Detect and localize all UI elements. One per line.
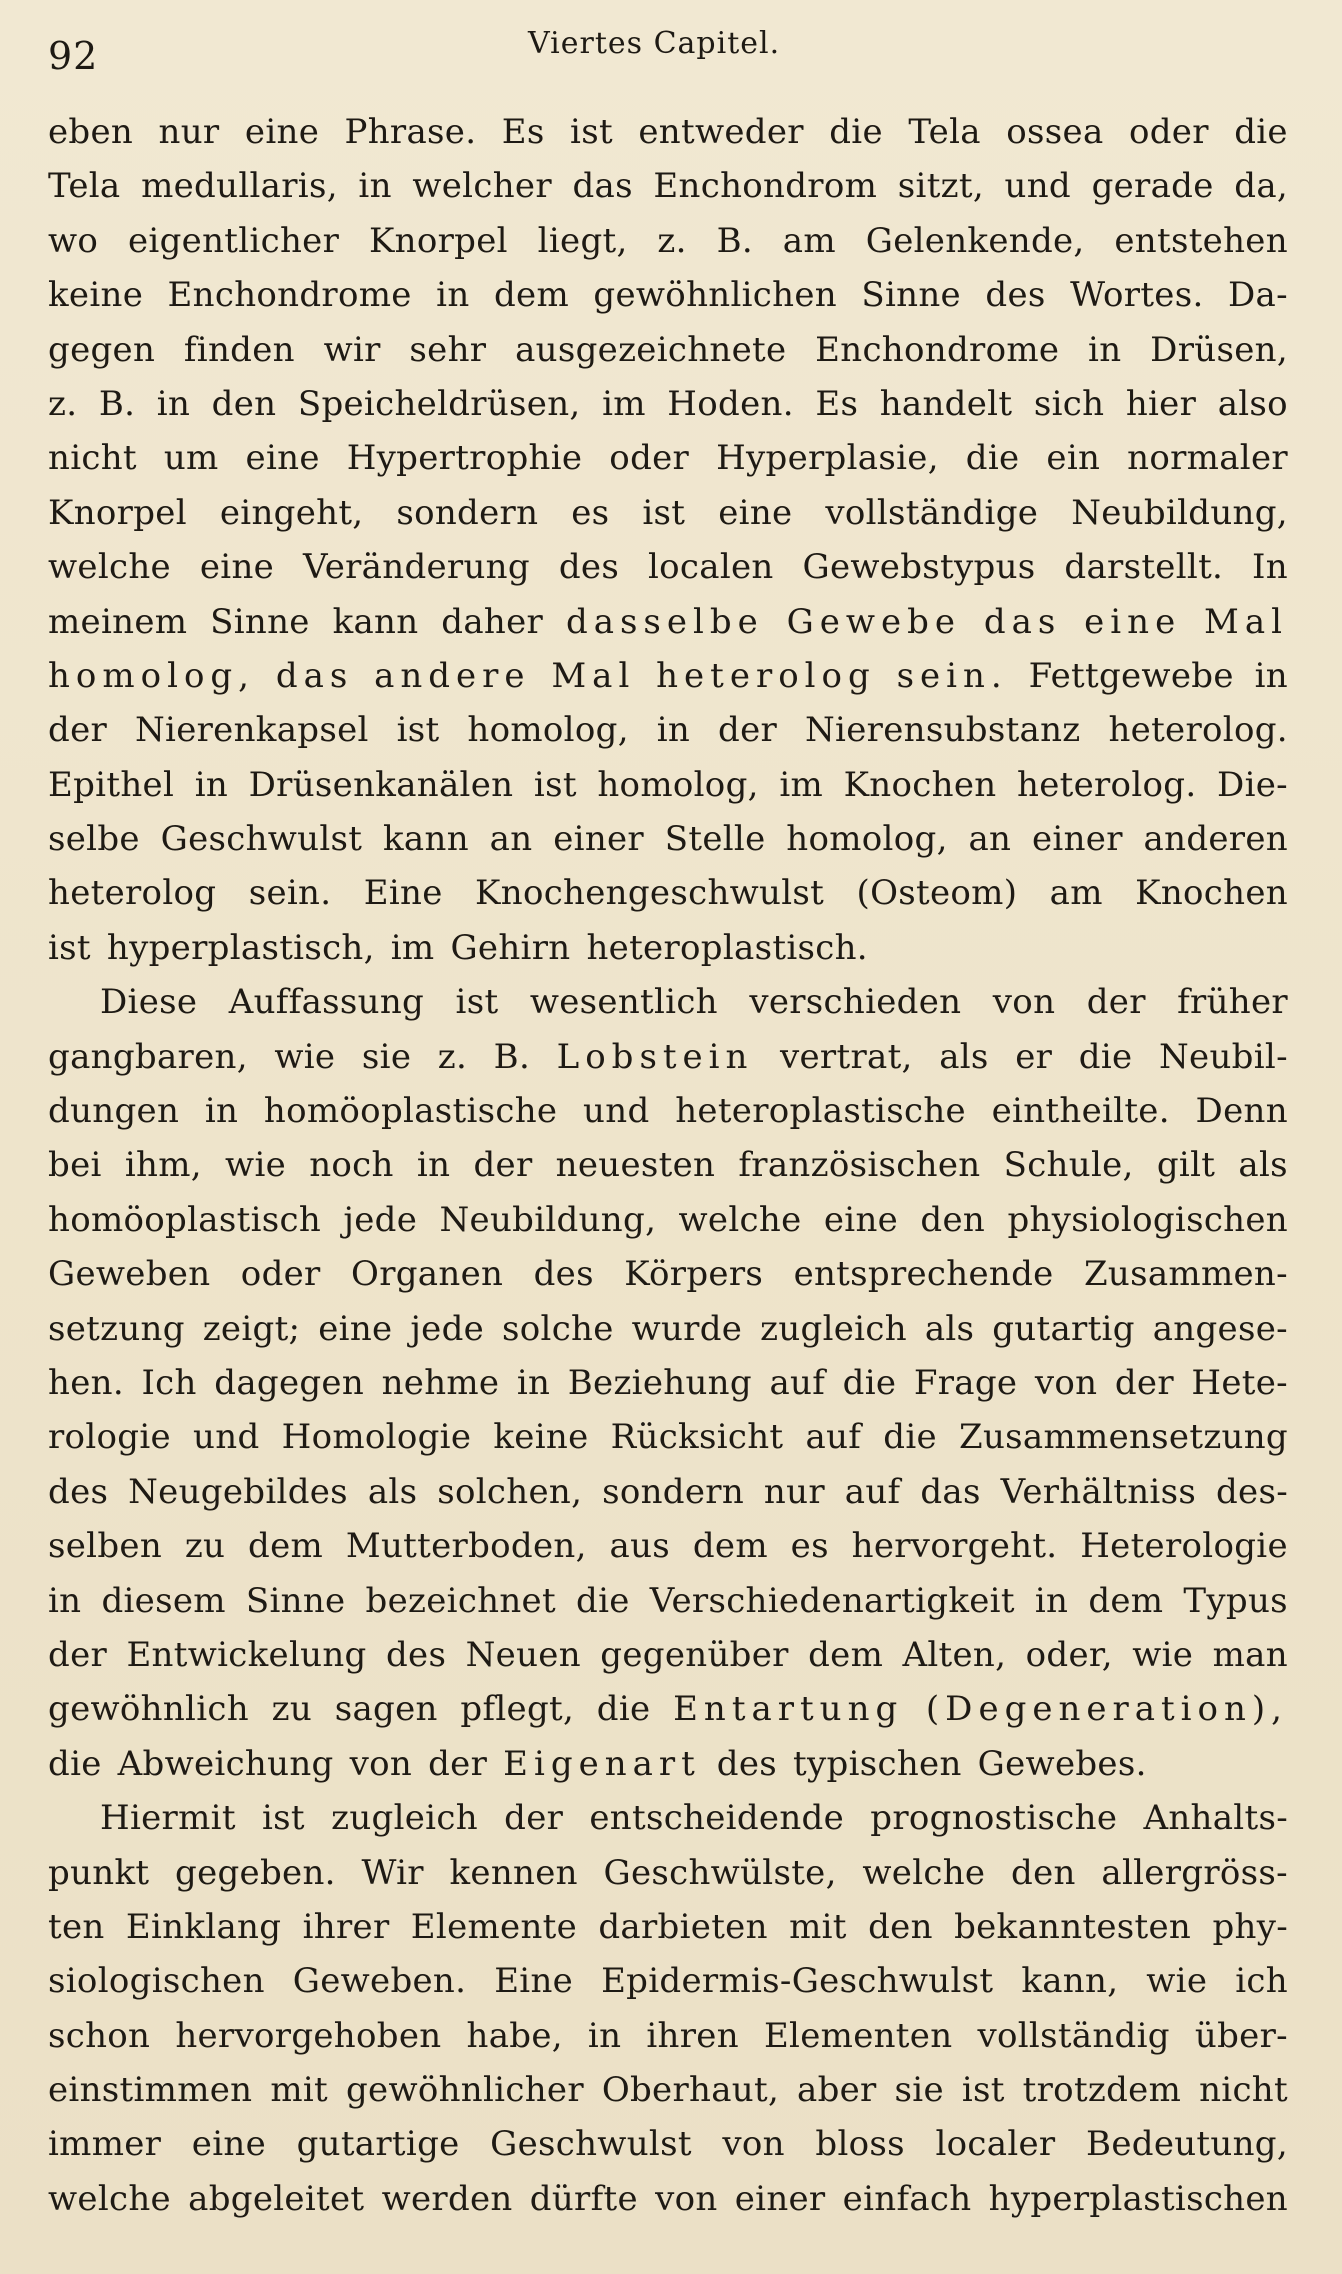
text-line: keine Enchondrome in dem gewöhnlichen Sinne des Wortes. Da- — [48, 275, 1288, 316]
text-line: schon hervorgehoben habe, in ihren Elementen vollständig über- — [48, 2015, 1288, 2056]
text-line: hen. Ich dagegen nehme in Beziehung auf die Frage von der Hete- — [48, 1362, 1288, 1403]
text-line: Diese Auffassung ist wesentlich verschieden von der früher — [100, 982, 1288, 1023]
text-line: wo eigentlicher Knorpel liegt, z. B. am Gelenkende, entstehen — [48, 220, 1288, 261]
text-line: eben nur eine Phrase. Es ist entweder die Tela ossea oder die — [48, 112, 1288, 152]
text-line: welche eine Veränderung des localen Gewebstypus darstellt. In — [48, 547, 1288, 588]
text-line: homolog, das andere Mal heterolog sein. Fettgewebe in — [48, 655, 1288, 696]
text-line: Epithel in Drüsenkanälen ist homolog, im Knochen heterolog. Die- — [48, 764, 1288, 805]
text-line: Tela medullaris, in welcher das Enchondrom sitzt, und gerade da, — [48, 166, 1288, 207]
page-number: 92 — [48, 34, 99, 78]
text-line: meinem Sinne kann daher dasselbe Gewebe das eine Mal — [48, 601, 1288, 642]
text-line: immer eine gutartige Geschwulst von bloss localer Bedeutung, — [48, 2124, 1288, 2165]
text-line: selbe Geschwulst kann an einer Stelle homolog, an einer anderen — [48, 819, 1288, 860]
text-line: der Nierenkapsel ist homolog, in der Nierensubstanz heterolog. — [48, 710, 1288, 751]
text-line: gangbaren, wie sie z. B. Lobstein vertrat, als er die Neubil- — [48, 1036, 1288, 1077]
text-line: dungen in homöoplastische und heteroplastische eintheilte. Denn — [48, 1091, 1288, 1132]
body-text — [48, 105, 1288, 2226]
text-line: punkt gegeben. Wir kennen Geschwülste, welche den allergröss- — [48, 1852, 1288, 1893]
text-line: in diesem Sinne bezeichnet die Verschiedenartigkeit in dem Typus — [48, 1580, 1288, 1621]
text-line: einstimmen mit gewöhnlicher Oberhaut, aber sie ist trotzdem nicht — [48, 2070, 1288, 2111]
text-line: ten Einklang ihrer Elemente darbieten mit den bekanntesten phy- — [48, 1906, 1288, 1947]
text-line: gegen finden wir sehr ausgezeichnete Enchondrome in Drüsen, — [48, 329, 1288, 370]
text-line: ist hyperplastisch, im Gehirn heteroplastisch. — [48, 927, 868, 968]
text-line: heterolog sein. Eine Knochengeschwulst (Osteom) am Knochen — [48, 873, 1288, 914]
text-line: der Entwickelung des Neuen gegenüber dem Alten, oder, wie man — [48, 1634, 1288, 1675]
text-line: setzung zeigt; eine jede solche wurde zugleich als gutartig angese- — [48, 1308, 1288, 1349]
text-line: bei ihm, wie noch in der neuesten französischen Schule, gilt als — [48, 1145, 1288, 1186]
text-line: des Neugebildes als solchen, sondern nur auf das Verhältniss des- — [48, 1471, 1288, 1512]
text-line: siologischen Geweben. Eine Epidermis-Geschwulst kann, wie ich — [48, 1961, 1288, 2002]
text-line: nicht um eine Hypertrophie oder Hyperplasie, die ein normaler — [48, 438, 1288, 479]
text-line: die Abweichung von der Eigenart des typischen Gewebes. — [48, 1743, 1147, 1784]
text-line: rologie und Homologie keine Rücksicht auf die Zusammensetzung — [48, 1417, 1288, 1458]
text-line: Knorpel eingeht, sondern es ist eine vollständige Neubildung, — [48, 492, 1288, 533]
text-line: z. B. in den Speicheldrüsen, im Hoden. Es handelt sich hier also — [48, 383, 1288, 424]
text-line: Hiermit ist zugleich der entscheidende prognostische Anhalts- — [100, 1798, 1288, 1839]
text-line: selben zu dem Mutterboden, aus dem es hervorgeht. Heterologie — [48, 1526, 1288, 1567]
page-header — [48, 26, 1288, 86]
running-head: Viertes Capitel. — [528, 26, 781, 61]
text-line: homöoplastisch jede Neubildung, welche eine den physiologischen — [48, 1199, 1288, 1240]
text-line: Geweben oder Organen des Körpers entsprechende Zusammen- — [48, 1254, 1288, 1295]
text-line: welche abgeleitet werden dürfte von einer einfach hyperplastischen — [48, 2178, 1288, 2219]
text-line: gewöhnlich zu sagen pflegt, die Entartung (Degeneration), — [48, 1689, 1288, 1730]
